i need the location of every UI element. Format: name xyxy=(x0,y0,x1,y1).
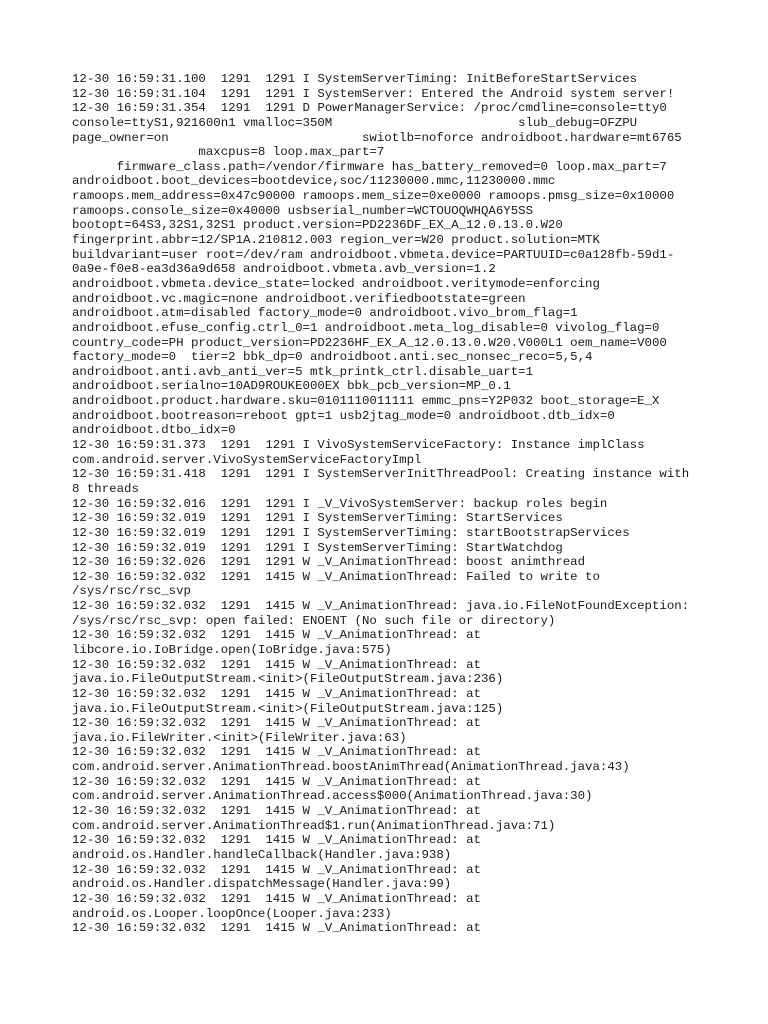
log-line: buildvariant=user root=/dev/ram androidboot.vbmeta.device=PARTUUID=c0a128fb-59d1- xyxy=(72,247,675,262)
log-line: 12-30 16:59:32.032 1291 1415 W _V_AnimationThread: at xyxy=(72,745,481,760)
log-line: android.os.Looper.loopOnce(Looper.java:233) xyxy=(72,906,392,921)
log-line: 12-30 16:59:32.032 1291 1415 W _V_AnimationThread: java.io.FileNotFoundException: xyxy=(72,599,690,614)
log-line: maxcpus=8 loop.max_part=7 xyxy=(72,145,385,160)
log-line: androidboot.boot_devices=bootdevice,soc/11230000.mmc,11230000.mmc xyxy=(72,174,556,189)
log-line: androidboot.efuse_config.ctrl_0=1 androidboot.meta_log_disable=0 vivolog_flag=0 xyxy=(72,320,660,335)
log-line: ramoops.mem_address=0x47c90000 ramoops.mem_size=0xe0000 ramoops.pmsg_size=0x10000 xyxy=(72,189,675,204)
log-line: 12-30 16:59:32.032 1291 1415 W _V_AnimationThread: at xyxy=(72,921,481,936)
log-line: page_owner=on swiotlb=noforce androidboot.hardware=mt6765 xyxy=(72,130,682,145)
log-line: androidboot.product.hardware.sku=0101110011111 emmc_pns=Y2P032 boot_storage=E_X xyxy=(72,394,660,409)
log-line: factory_mode=0 tier=2 bbk_dp=0 androidboot.anti.sec_nonsec_reco=5,5,4 xyxy=(72,350,593,365)
log-line: ramoops.console_size=0x40000 usbserial_number=WCTOUOQWHQA6Y5SS xyxy=(72,203,534,218)
log-line: 8 threads xyxy=(72,481,139,496)
log-line: 12-30 16:59:32.032 1291 1415 W _V_AnimationThread: at xyxy=(72,804,481,819)
log-line: com.android.server.AnimationThread.boostAnimThread(AnimationThread.java:43) xyxy=(72,760,630,775)
log-line: 12-30 16:59:32.032 1291 1415 W _V_AnimationThread: at xyxy=(72,686,481,701)
log-line: 12-30 16:59:32.032 1291 1415 W _V_AnimationThread: at xyxy=(72,657,481,672)
log-line: 12-30 16:59:32.032 1291 1415 W _V_AnimationThread: at xyxy=(72,833,481,848)
log-line: 12-30 16:59:31.100 1291 1291 I SystemServerTiming: InitBeforeStartServices xyxy=(72,72,638,86)
log-line: /sys/rsc/rsc_svp: open failed: ENOENT (No such file or directory) xyxy=(72,613,556,628)
log-line: 0a9e-f0e8-ea3d36a9d658 androidboot.vbmeta.avb_version=1.2 xyxy=(72,262,496,277)
log-line: androidboot.serialno=10AD9ROUKE000EX bbk_pcb_version=MP_0.1 xyxy=(72,379,511,394)
log-line: 12-30 16:59:32.032 1291 1415 W _V_AnimationThread: at xyxy=(72,716,481,731)
log-line: com.android.server.AnimationThread.access$000(AnimationThread.java:30) xyxy=(72,789,593,804)
log-line: 12-30 16:59:32.019 1291 1291 I SystemServerTiming: StartServices xyxy=(72,511,563,526)
log-line: 12-30 16:59:32.032 1291 1415 W _V_AnimationThread: Failed to write to xyxy=(72,569,600,584)
log-line: android.os.Handler.dispatchMessage(Handler.java:99) xyxy=(72,877,452,892)
log-line: country_code=PH product_version=PD2236HF_EX_A_12.0.13.0.W20.V000L1 oem_name=V000 xyxy=(72,335,667,350)
log-line: /sys/rsc/rsc_svp xyxy=(72,584,191,599)
log-line: console=ttyS1,921600n1 vmalloc=350M slub_debug=OFZPU xyxy=(72,115,638,130)
log-line: androidboot.bootreason=reboot gpt=1 usb2jtag_mode=0 androidboot.dtb_idx=0 xyxy=(72,408,615,423)
log-line: androidboot.atm=disabled factory_mode=0 androidboot.vivo_brom_flag=1 xyxy=(72,306,578,321)
log-line: 12-30 16:59:31.354 1291 1291 D PowerManagerService: /proc/cmdline=console=tty0 xyxy=(72,101,667,116)
log-line: com.android.server.AnimationThread$1.run(AnimationThread.java:71) xyxy=(72,818,556,833)
log-line: 12-30 16:59:31.104 1291 1291 I SystemServer: Entered the Android system server! xyxy=(72,86,675,101)
log-line: com.android.server.VivoSystemServiceFactoryImpl xyxy=(72,452,422,467)
log-line: java.io.FileOutputStream.<init>(FileOutputStream.java:125) xyxy=(72,701,504,716)
log-line: 12-30 16:59:32.026 1291 1291 W _V_AnimationThread: boost animthread xyxy=(72,555,586,570)
log-line: androidboot.dtbo_idx=0 xyxy=(72,423,236,438)
log-document xyxy=(72,72,762,936)
log-line: fingerprint.abbr=12/SP1A.210812.003 region_ver=W20 product.solution=MTK xyxy=(72,233,600,248)
log-line: androidboot.vbmeta.device_state=locked androidboot.veritymode=enforcing xyxy=(72,276,600,291)
log-line: java.io.FileOutputStream.<init>(FileOutputStream.java:236) xyxy=(72,672,504,687)
log-line: 12-30 16:59:32.032 1291 1415 W _V_AnimationThread: at xyxy=(72,628,481,643)
log-line: 12-30 16:59:32.019 1291 1291 I SystemServerTiming: StartWatchdog xyxy=(72,540,563,555)
log-line: 12-30 16:59:32.019 1291 1291 I SystemServerTiming: startBootstrapServices xyxy=(72,525,630,540)
log-line: 12-30 16:59:32.032 1291 1415 W _V_AnimationThread: at xyxy=(72,774,481,789)
log-line: 12-30 16:59:31.373 1291 1291 I VivoSystemServiceFactory: Instance implClass xyxy=(72,438,645,453)
log-line: java.io.FileWriter.<init>(FileWriter.java:63) xyxy=(72,730,407,745)
log-line: androidboot.anti.avb_anti_ver=5 mtk_printk_ctrl.disable_uart=1 xyxy=(72,364,534,379)
log-line: android.os.Handler.handleCallback(Handler.java:938) xyxy=(72,847,452,862)
log-line: 12-30 16:59:32.032 1291 1415 W _V_AnimationThread: at xyxy=(72,862,481,877)
log-line: libcore.io.IoBridge.open(IoBridge.java:575) xyxy=(72,642,392,657)
log-line: 12-30 16:59:31.418 1291 1291 I SystemServerInitThreadPool: Creating instance with xyxy=(72,467,690,482)
log-line: 12-30 16:59:32.016 1291 1291 I _V_VivoSystemServer: backup roles begin xyxy=(72,496,608,511)
log-line: androidboot.vc.magic=none androidboot.verifiedbootstate=green xyxy=(72,291,526,306)
log-line: firmware_class.path=/vendor/firmware has_battery_removed=0 loop.max_part=7 xyxy=(72,159,667,174)
log-line: bootopt=64S3,32S1,32S1 product.version=PD2236DF_EX_A_12.0.13.0.W20 xyxy=(72,218,563,233)
log-line: 12-30 16:59:32.032 1291 1415 W _V_AnimationThread: at xyxy=(72,891,481,906)
